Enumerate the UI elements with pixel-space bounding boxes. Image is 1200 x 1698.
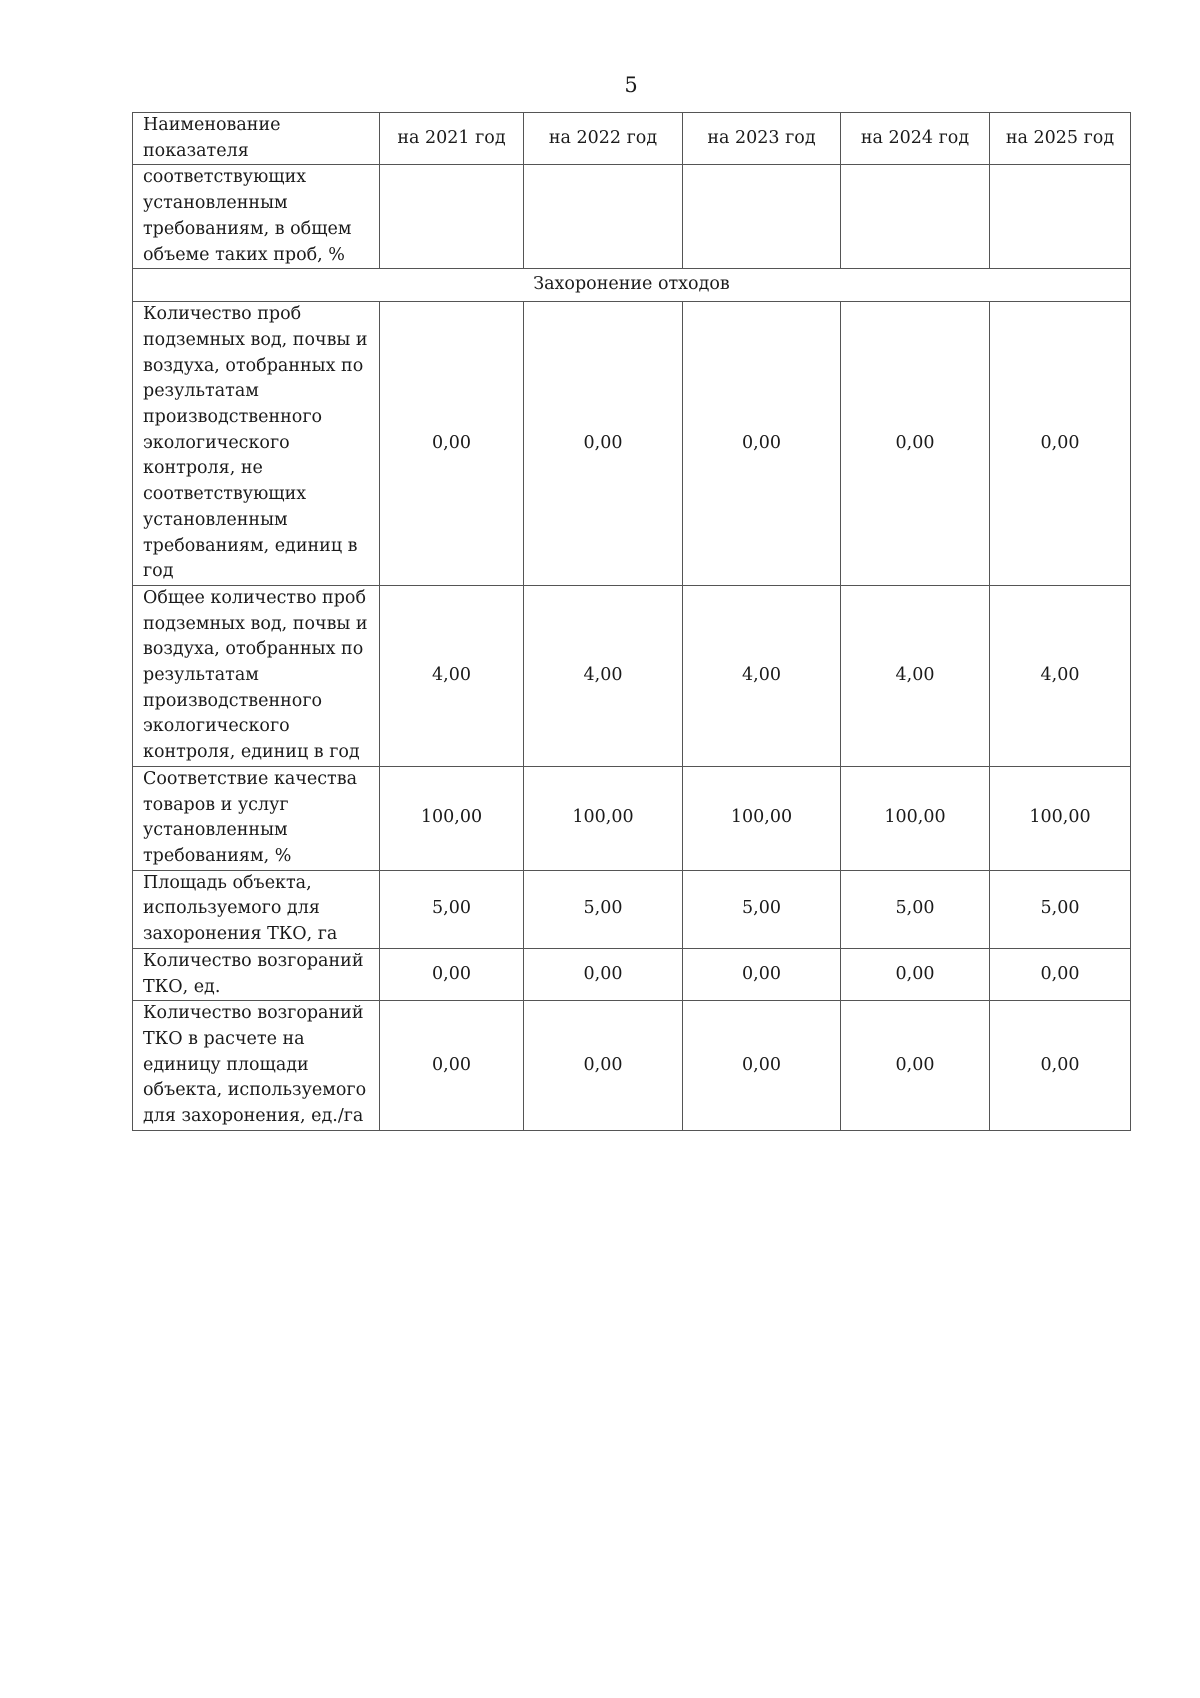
page-number: 5	[624, 73, 638, 97]
table-row	[133, 948, 1131, 1000]
value-cell: 4,00	[990, 585, 1131, 766]
header-year-cell: на 2025 год	[990, 113, 1131, 165]
value-cell	[990, 165, 1131, 269]
indicator-name-cell: Количество возгораний ТКО, ед.	[133, 948, 380, 1000]
header-year-cell: на 2024 год	[841, 113, 990, 165]
value-cell: 0,00	[841, 1001, 990, 1131]
indicator-name-cell: Площадь объекта, используемого для захоронения ТКО, га	[133, 870, 380, 948]
table-row	[133, 165, 1131, 269]
table-row	[133, 585, 1131, 766]
indicator-name-cell: соответствующих установленным требованиям, в общем объеме таких проб, %	[133, 165, 380, 269]
indicator-name-cell: Общее количество проб подземных вод, почвы и воздуха, отобранных по результатам производственного экологического контроля, единиц в год	[133, 585, 380, 766]
value-cell: 0,00	[380, 302, 524, 586]
value-cell: 0,00	[990, 948, 1131, 1000]
table-row	[133, 766, 1131, 870]
table-row	[133, 1001, 1131, 1131]
value-cell	[524, 165, 683, 269]
indicator-name-cell: Соответствие качества товаров и услуг установленным требованиям, %	[133, 766, 380, 870]
value-cell: 5,00	[380, 870, 524, 948]
indicator-name-cell: Количество возгораний ТКО в расчете на единицу площади объекта, используемого для захоронения, ед./га	[133, 1001, 380, 1131]
value-cell: 0,00	[524, 1001, 683, 1131]
value-cell: 0,00	[841, 302, 990, 586]
value-cell: 4,00	[683, 585, 841, 766]
value-cell: 5,00	[524, 870, 683, 948]
header-year-cell: на 2023 год	[683, 113, 841, 165]
value-cell	[841, 165, 990, 269]
value-cell: 0,00	[524, 302, 683, 586]
value-cell: 5,00	[683, 870, 841, 948]
value-cell: 5,00	[841, 870, 990, 948]
section-title: Захоронение отходов	[133, 269, 1131, 302]
value-cell: 4,00	[841, 585, 990, 766]
value-cell: 0,00	[380, 1001, 524, 1131]
value-cell: 0,00	[683, 948, 841, 1000]
value-cell: 0,00	[841, 948, 990, 1000]
value-cell	[380, 165, 524, 269]
value-cell: 0,00	[380, 948, 524, 1000]
value-cell: 4,00	[524, 585, 683, 766]
value-cell: 100,00	[841, 766, 990, 870]
value-cell: 0,00	[524, 948, 683, 1000]
value-cell: 5,00	[990, 870, 1131, 948]
indicators-table	[132, 112, 1131, 1131]
table-header-row	[133, 113, 1131, 165]
header-year-cell: на 2022 год	[524, 113, 683, 165]
value-cell: 100,00	[380, 766, 524, 870]
value-cell	[683, 165, 841, 269]
table-row	[133, 870, 1131, 948]
value-cell: 0,00	[683, 302, 841, 586]
header-year-cell: на 2021 год	[380, 113, 524, 165]
value-cell: 100,00	[990, 766, 1131, 870]
indicator-name-cell: Количество проб подземных вод, почвы и воздуха, отобранных по результатам производственного экологического контроля, не соответствующих установленным требованиям, единиц в год	[133, 302, 380, 586]
header-name-cell: Наименование показателя	[133, 113, 380, 165]
table-row	[133, 302, 1131, 586]
value-cell: 100,00	[683, 766, 841, 870]
value-cell: 0,00	[683, 1001, 841, 1131]
value-cell: 0,00	[990, 302, 1131, 586]
value-cell: 100,00	[524, 766, 683, 870]
value-cell: 0,00	[990, 1001, 1131, 1131]
value-cell: 4,00	[380, 585, 524, 766]
section-row	[133, 269, 1131, 302]
